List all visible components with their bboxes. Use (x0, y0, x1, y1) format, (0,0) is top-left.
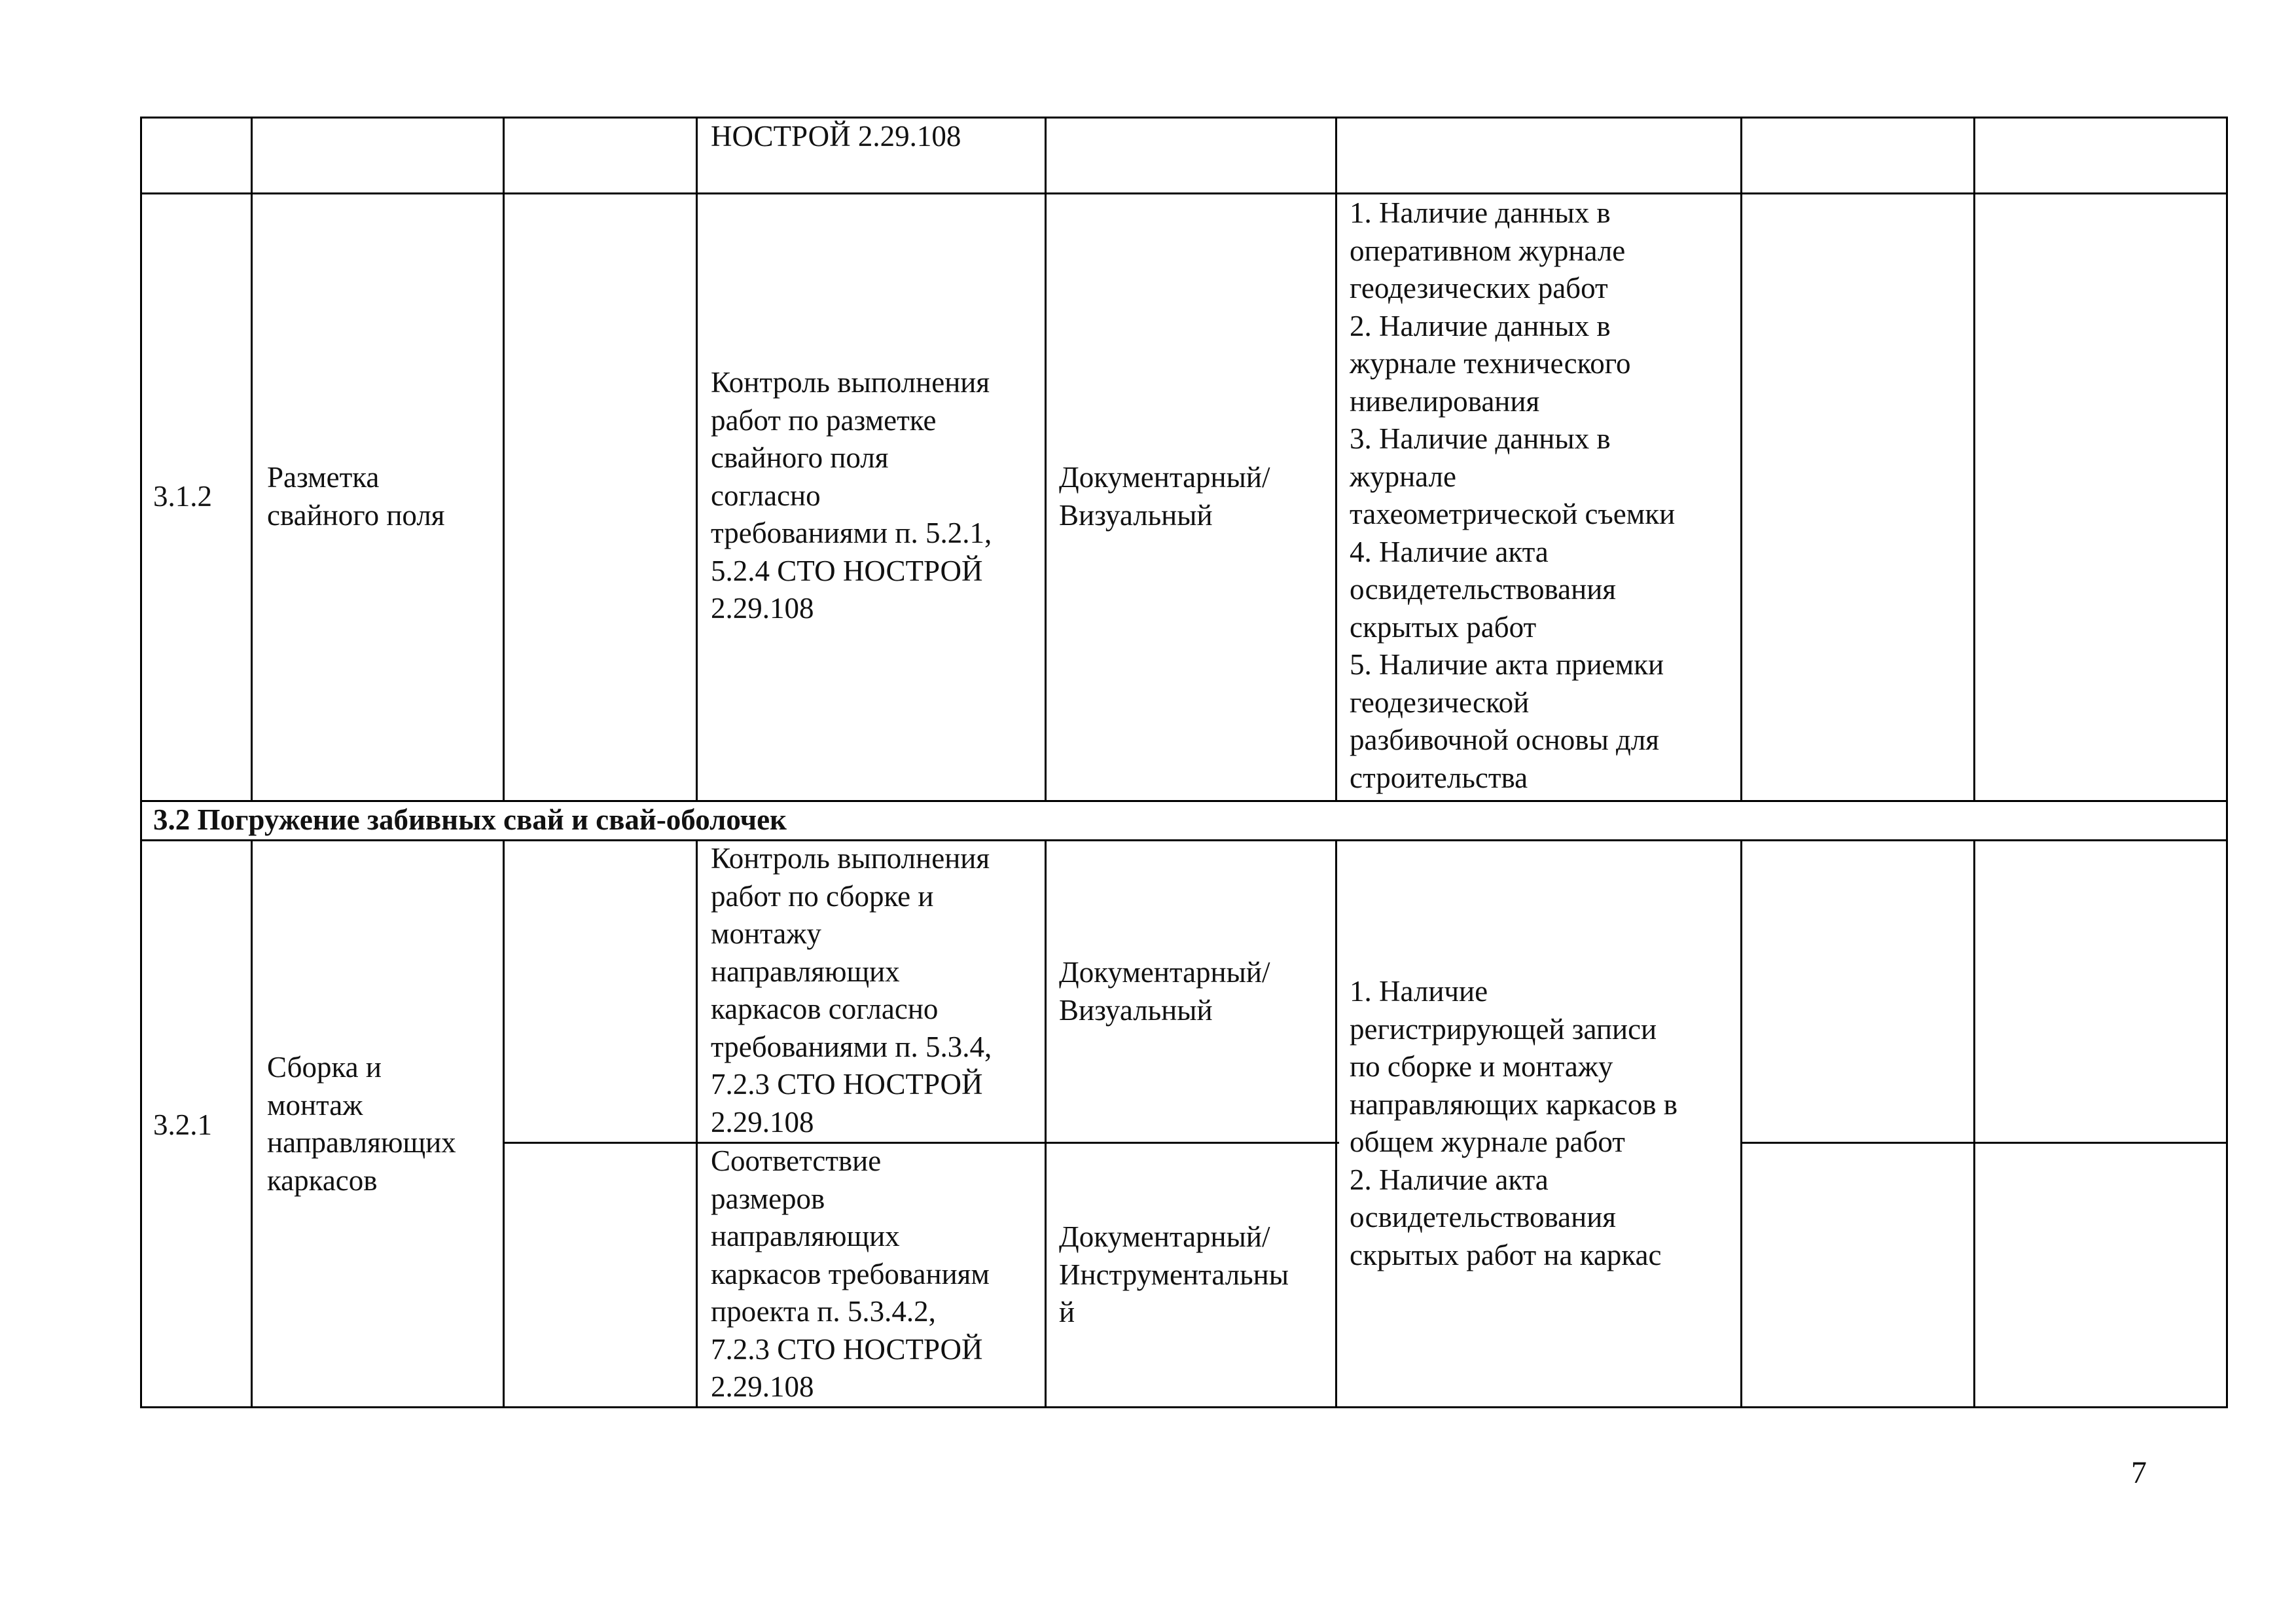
requirement-cell (711, 364, 992, 628)
cell-text-line: освидетельствования (1350, 573, 1616, 606)
cell-text-line: Визуальный (1059, 498, 1213, 532)
cell-text-line: разбивочной основы для (1350, 723, 1660, 756)
cell-text-line: Визуальный (1059, 993, 1213, 1027)
cell-text-line: журнале (1350, 460, 1456, 493)
section-heading: 3.2 Погружение забивных свай и свай-оболочек (153, 803, 787, 836)
cell-text-line: Документарный/ (1059, 1220, 1270, 1253)
cell-text-line: 1. Наличие (1350, 975, 1488, 1008)
cell-text-line: проекта п. 5.3.4.2, (711, 1295, 936, 1328)
cell-text-line: 4. Наличие акта (1350, 535, 1549, 568)
cell-text-line: 7.2.3 СТО НОСТРОЙ (711, 1068, 983, 1101)
control-method-cell (1059, 1218, 1289, 1332)
cell-text-line: НОСТРОЙ 2.29.108 (711, 120, 961, 153)
cell-text-line: нивелирования (1350, 384, 1540, 418)
requirement-cell (711, 1142, 990, 1406)
column-divider (1973, 839, 1975, 1408)
cell-text-line: требованиями п. 5.2.1, (711, 517, 992, 549)
cell-text-line: освидетельствования (1350, 1201, 1616, 1233)
cell-text-line: журнале технического (1350, 347, 1631, 380)
table-left-border (140, 117, 142, 1408)
row-divider (140, 192, 2228, 194)
table-top-border (140, 117, 2228, 119)
column-divider (1740, 117, 1742, 801)
cell-text-line: направляющих (711, 955, 900, 988)
column-divider (503, 117, 505, 801)
cell-text-line: свайного поля (267, 498, 445, 532)
column-divider (1740, 839, 1742, 1408)
cell-text-line: Разметка (267, 461, 380, 494)
column-divider (251, 117, 253, 801)
item-number: 3.2.1 (153, 1108, 212, 1141)
evidence-cell (1350, 973, 1677, 1274)
column-divider (1335, 839, 1337, 1408)
cell-text-line: размеров (711, 1182, 825, 1215)
cell-text-line: каркасов требованиям (711, 1257, 990, 1290)
cell-text-line: свайного поля (711, 441, 889, 474)
cell-text-line: 2.29.108 (711, 592, 814, 625)
requirement-cell (711, 840, 992, 1141)
cell-text-line: по сборке и монтажу (1350, 1050, 1613, 1083)
cell-text-line: каркасов (267, 1163, 378, 1197)
column-divider (1045, 117, 1047, 801)
cell-text-line: Контроль выполнения (711, 366, 990, 399)
cell-text-line: Соответствие (711, 1144, 882, 1177)
column-divider (1335, 117, 1337, 801)
table-right-border (2226, 117, 2228, 1408)
control-method-cell (1059, 459, 1270, 534)
cell-text-line: направляющих каркасов в (1350, 1087, 1677, 1121)
cell-text-line: Документарный/ (1059, 461, 1270, 494)
cell-text-line: 1. Наличие данных в (1350, 196, 1611, 229)
cell-text-line: 5.2.4 СТО НОСТРОЙ (711, 554, 983, 587)
cell-text-line: согласно (711, 479, 821, 512)
cell-text-line: монтажу (711, 917, 821, 950)
cell-text-line: скрытых работ на каркас (1350, 1238, 1662, 1271)
item-name-cell (267, 459, 445, 534)
cell-text-line: 2. Наличие акта (1350, 1163, 1549, 1196)
cell-text-line: Документарный/ (1059, 956, 1270, 989)
cell-text-line: геодезических работ (1350, 272, 1608, 304)
cell-text-line: требованиями п. 5.3.4, (711, 1030, 992, 1063)
cell-text-line: оперативном журнале (1350, 234, 1626, 267)
cell-text-line: 2. Наличие данных в (1350, 309, 1611, 342)
item-number-cell (153, 1106, 212, 1144)
cell-text-line: й (1059, 1296, 1075, 1328)
column-divider (696, 839, 698, 1408)
column-divider (1045, 839, 1047, 1408)
item-number: 3.1.2 (153, 480, 212, 513)
cell-text-line: тахеометрической съемки (1350, 498, 1676, 530)
evidence-cell (1350, 194, 1675, 797)
cell-text-line: 5. Наличие акта приемки (1350, 648, 1664, 681)
cell-text-line: геодезической (1350, 685, 1530, 719)
cell-text-line: Сборка и (267, 1051, 382, 1084)
cell-text-line: регистрирующей записи (1350, 1012, 1657, 1046)
cell-text-line: общем журнале работ (1350, 1125, 1625, 1158)
cell-text-line: Контроль выполнения (711, 842, 990, 875)
cell-text-line: работ по сборке и (711, 879, 934, 913)
item-number-cell (153, 478, 212, 516)
column-divider (696, 117, 698, 801)
cell-text-line: Инструментальны (1059, 1258, 1289, 1291)
cell-text-line: 2.29.108 (711, 1105, 814, 1139)
table-bottom-border (140, 1406, 2228, 1408)
page-number: 7 (2131, 1455, 2147, 1490)
cell-text-line: направляющих (711, 1220, 900, 1252)
cell-text-line: направляющих (267, 1126, 456, 1159)
column-divider (503, 839, 505, 1408)
row-divider (140, 839, 2228, 841)
cell-text-line: скрытых работ (1350, 610, 1537, 644)
cell-text-line: монтаж (267, 1088, 363, 1122)
cell-text-line: каркасов согласно (711, 993, 939, 1025)
cell-text-line: работ по разметке (711, 403, 937, 437)
control-method-cell (1059, 954, 1270, 1029)
cell-text-line: 7.2.3 СТО НОСТРОЙ (711, 1332, 983, 1366)
cell-text-line: 2.29.108 (711, 1370, 814, 1403)
row-divider (1742, 1142, 2228, 1144)
requirement-cell (711, 118, 961, 156)
column-divider (1973, 117, 1975, 801)
item-name-cell (267, 1049, 456, 1199)
column-divider (251, 839, 253, 1408)
cell-text-line: 3. Наличие данных в (1350, 422, 1611, 455)
cell-text-line: строительства (1350, 761, 1528, 794)
